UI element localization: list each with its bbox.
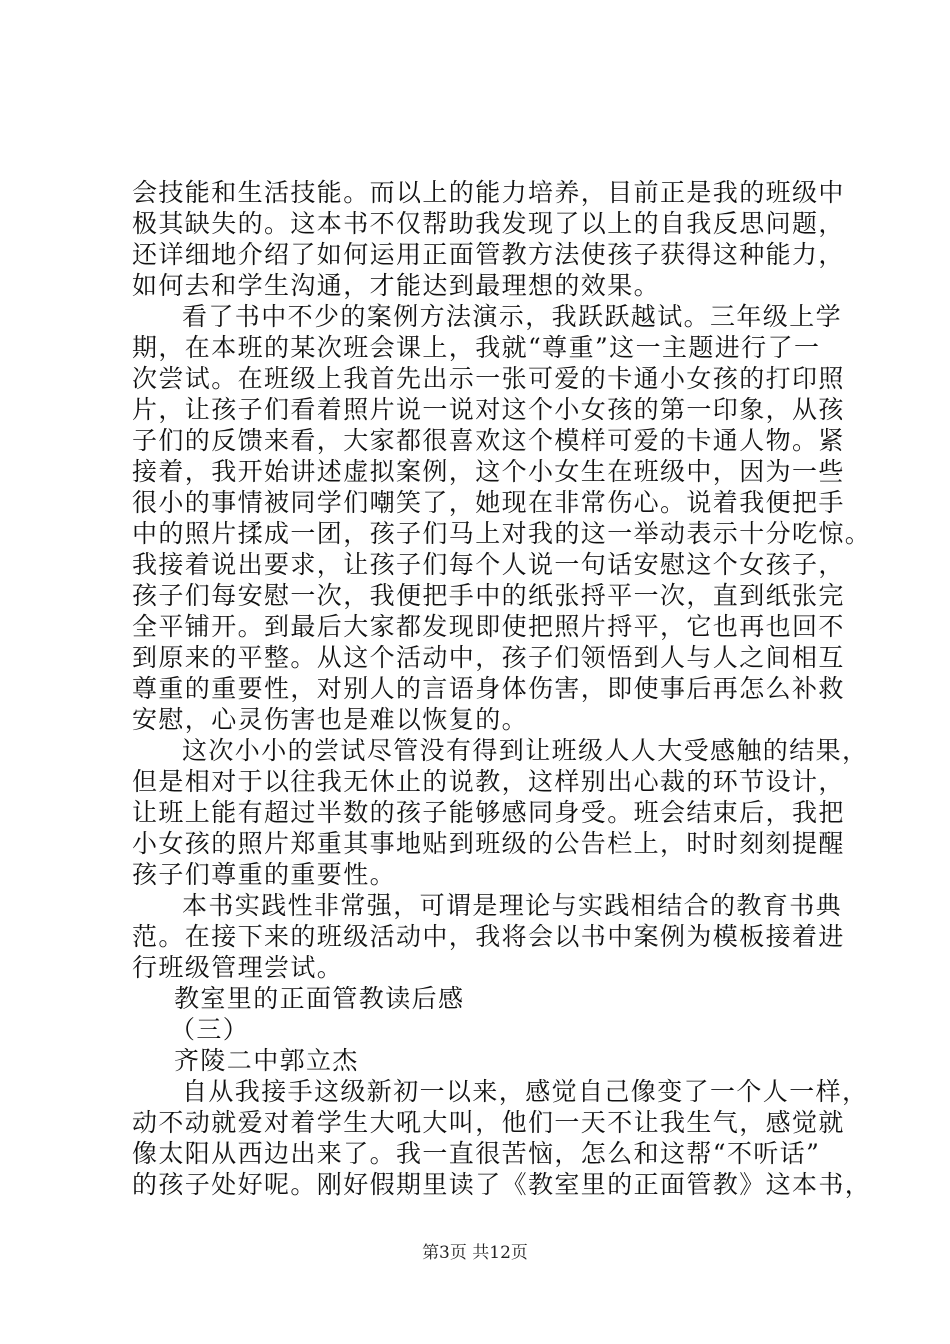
text-line: 孩子们尊重的重要性。 bbox=[132, 860, 397, 889]
text-line: 小女孩的照片郑重其事地贴到班级的公告栏上，时时刻刻提醒 bbox=[132, 829, 845, 858]
author-line: 齐陵二中郭立杰 bbox=[174, 1046, 359, 1075]
text-line: 如何去和学生沟通，才能达到最理想的效果。 bbox=[132, 271, 661, 300]
page-footer: 第3页 共12页 bbox=[422, 1243, 528, 1263]
text-line: 行班级管理尝试。 bbox=[132, 953, 344, 982]
text-line: 极其缺失的。这本书不仅帮助我发现了以上的自我反思问题， bbox=[132, 209, 845, 238]
text-line: 尊重的重要性，对别人的言语身体伤害，即使事后再怎么补救 bbox=[132, 674, 845, 703]
text-line: 会技能和生活技能。而以上的能力培养，目前正是我的班级中 bbox=[132, 178, 845, 207]
text-line: 期，在本班的某次班会课上，我就“尊重”这一主题进行了一 bbox=[132, 333, 821, 362]
text-line: 很小的事情被同学们嘲笑了，她现在非常伤心。说着我便把手 bbox=[132, 488, 845, 517]
text-line: 像太阳从西边出来了。我一直很苦恼，怎么和这帮“不听话” bbox=[132, 1139, 821, 1168]
paragraph-first-line: 本书实践性非常强，可谓是理论与实践相结合的教育书典 bbox=[182, 891, 843, 920]
text-line: 片，让孩子们看着照片说一说对这个小女孩的第一印象，从孩 bbox=[132, 395, 845, 424]
paragraph-first-line: 自从我接手这级新初一以来，感觉自己像变了一个人一样， bbox=[182, 1077, 869, 1106]
section-title: 教室里的正面管教读后感 bbox=[174, 984, 465, 1013]
text-line: 安慰，心灵伤害也是难以恢复的。 bbox=[132, 705, 529, 734]
section-number: （三） bbox=[170, 1015, 250, 1044]
text-line: 动不动就爱对着学生大吼大叫，他们一天不让我生气，感觉就 bbox=[132, 1108, 845, 1137]
text-line: 全平铺开。到最后大家都发现即使把照片捋平，它也再也回不 bbox=[132, 612, 845, 641]
text-line: 的孩子处好呢。刚好假期里读了《教室里的正面管教》这本书， bbox=[132, 1170, 872, 1199]
text-line: 到原来的平整。从这个活动中，孩子们领悟到人与人之间相互 bbox=[132, 643, 845, 672]
text-line: 接着，我开始讲述虚拟案例，这个小女生在班级中，因为一些 bbox=[132, 457, 845, 486]
paragraph-first-line: 看了书中不少的案例方法演示，我跃跃越试。三年级上学 bbox=[182, 302, 843, 331]
text-line: 子们的反馈来看，大家都很喜欢这个模样可爱的卡通人物。紧 bbox=[132, 426, 845, 455]
text-line: 次尝试。在班级上我首先出示一张可爱的卡通小女孩的打印照 bbox=[132, 364, 845, 393]
paragraph-first-line: 这次小小的尝试尽管没有得到让班级人人大受感触的结果， bbox=[182, 736, 869, 765]
text-line: 我接着说出要求，让孩子们每个人说一句话安慰这个女孩子， bbox=[132, 550, 845, 579]
text-line: 范。在接下来的班级活动中，我将会以书中案例为模板接着进 bbox=[132, 922, 845, 951]
text-line: 中的照片揉成一团，孩子们马上对我的这一举动表示十分吃惊。 bbox=[132, 519, 872, 548]
text-line: 还详细地介绍了如何运用正面管教方法使孩子获得这种能力， bbox=[132, 240, 845, 269]
text-line: 但是相对于以往我无休止的说教，这样别出心裁的环节设计， bbox=[132, 767, 845, 796]
text-line: 让班上能有超过半数的孩子能够感同身受。班会结束后，我把 bbox=[132, 798, 845, 827]
text-line: 孩子们每安慰一次，我便把手中的纸张捋平一次，直到纸张完 bbox=[132, 581, 845, 610]
